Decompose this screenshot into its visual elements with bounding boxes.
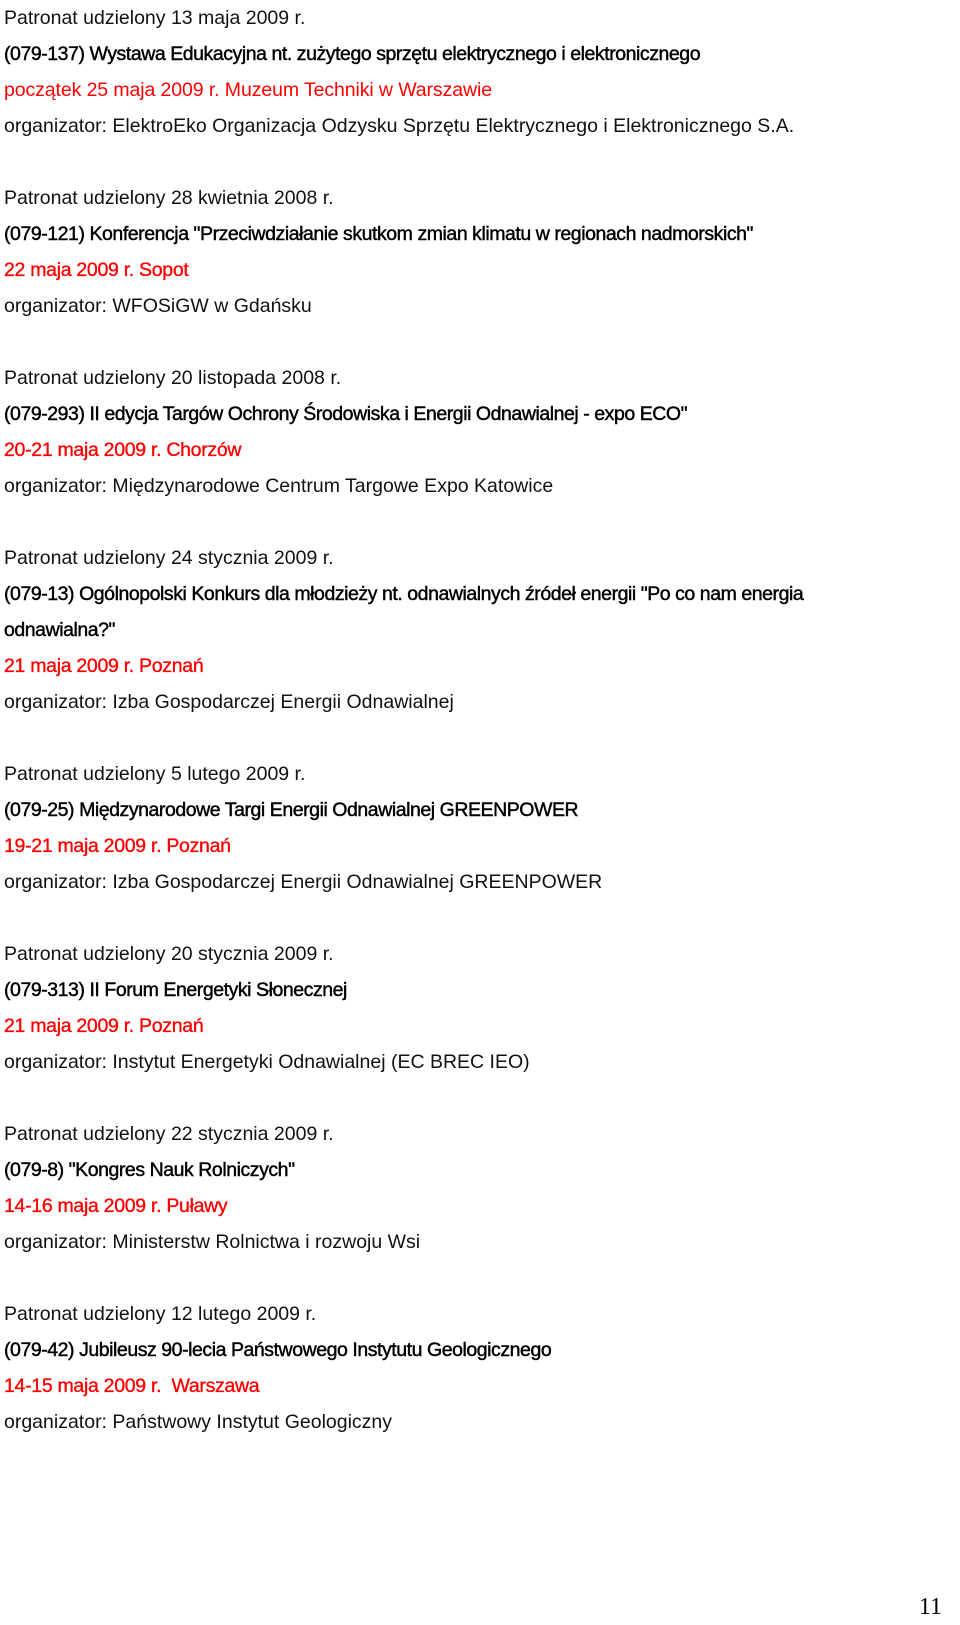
patronage-date: Patronat udzielony 24 stycznia 2009 r. bbox=[4, 547, 334, 569]
patronage-date: Patronat udzielony 5 lutego 2009 r. bbox=[4, 763, 306, 785]
patronage-date: Patronat udzielony 22 stycznia 2009 r. bbox=[4, 1123, 334, 1145]
patronage-date: Patronat udzielony 13 maja 2009 r. bbox=[4, 7, 306, 29]
event-entry bbox=[4, 180, 954, 324]
event-title: (079-293) II edycja Targów Ochrony Środowiska i Energii Odnawialnej - expo ECO" bbox=[4, 403, 688, 425]
event-organizer: organizator: ElektroEko Organizacja Odzysku Sprzętu Elektrycznego i Elektronicznego S.A. bbox=[4, 115, 795, 137]
event-organizer: organizator: Izba Gospodarczej Energii Odnawialnej bbox=[4, 691, 454, 713]
event-title: (079-313) II Forum Energetyki Słonecznej bbox=[4, 979, 347, 1001]
page-number: 11 bbox=[918, 1594, 942, 1620]
event-date-place: 14-15 maja 2009 r. Warszawa bbox=[4, 1375, 260, 1397]
event-title: (079-137) Wystawa Edukacyjna nt. zużytego sprzętu elektrycznego i elektronicznego bbox=[4, 43, 701, 65]
document-page bbox=[4, 0, 954, 1476]
event-title: (079-25) Międzynarodowe Targi Energii Odnawialnej GREENPOWER bbox=[4, 799, 579, 821]
patronage-date: Patronat udzielony 28 kwietnia 2008 r. bbox=[4, 187, 334, 209]
event-title: (079-13) Ogólnopolski Konkurs dla młodzieży nt. odnawialnych źródeł energii "Po co nam energia odnawialna?" bbox=[4, 583, 804, 641]
event-date-place: 22 maja 2009 r. Sopot bbox=[4, 259, 189, 281]
event-date-place: 19-21 maja 2009 r. Poznań bbox=[4, 835, 231, 857]
event-date-place: 21 maja 2009 r. Poznań bbox=[4, 1015, 204, 1037]
event-entry bbox=[4, 540, 954, 720]
event-title: (079-8) "Kongres Nauk Rolniczych" bbox=[4, 1159, 295, 1181]
event-organizer: organizator: Izba Gospodarczej Energii Odnawialnej GREENPOWER bbox=[4, 871, 603, 893]
event-entry bbox=[4, 936, 954, 1080]
event-date-place: 20-21 maja 2009 r. Chorzów bbox=[4, 439, 242, 461]
event-organizer: organizator: Instytut Energetyki Odnawialnej (EC BREC IEO) bbox=[4, 1051, 530, 1073]
event-organizer: organizator: WFOSiGW w Gdańsku bbox=[4, 295, 312, 317]
event-entry bbox=[4, 1116, 954, 1260]
event-organizer: organizator: Międzynarodowe Centrum Targowe Expo Katowice bbox=[4, 475, 554, 497]
patronage-date: Patronat udzielony 20 listopada 2008 r. bbox=[4, 367, 342, 389]
event-entry bbox=[4, 1296, 954, 1440]
event-date-place: początek 25 maja 2009 r. Muzeum Techniki w Warszawie bbox=[4, 79, 492, 101]
event-title: (079-42) Jubileusz 90-lecia Państwowego Instytutu Geologicznego bbox=[4, 1339, 552, 1361]
event-title: (079-121) Konferencja "Przeciwdziałanie skutkom zmian klimatu w regionach nadmorskich" bbox=[4, 223, 753, 245]
event-date-place: 21 maja 2009 r. Poznań bbox=[4, 655, 204, 677]
patronage-date: Patronat udzielony 20 stycznia 2009 r. bbox=[4, 943, 334, 965]
event-date-place: 14-16 maja 2009 r. Puławy bbox=[4, 1195, 228, 1217]
event-organizer: organizator: Ministerstw Rolnictwa i rozwoju Wsi bbox=[4, 1231, 421, 1253]
event-entry bbox=[4, 360, 954, 504]
event-organizer: organizator: Państwowy Instytut Geologiczny bbox=[4, 1411, 393, 1433]
event-entry bbox=[4, 756, 954, 900]
event-entry bbox=[4, 0, 954, 144]
patronage-date: Patronat udzielony 12 lutego 2009 r. bbox=[4, 1303, 317, 1325]
